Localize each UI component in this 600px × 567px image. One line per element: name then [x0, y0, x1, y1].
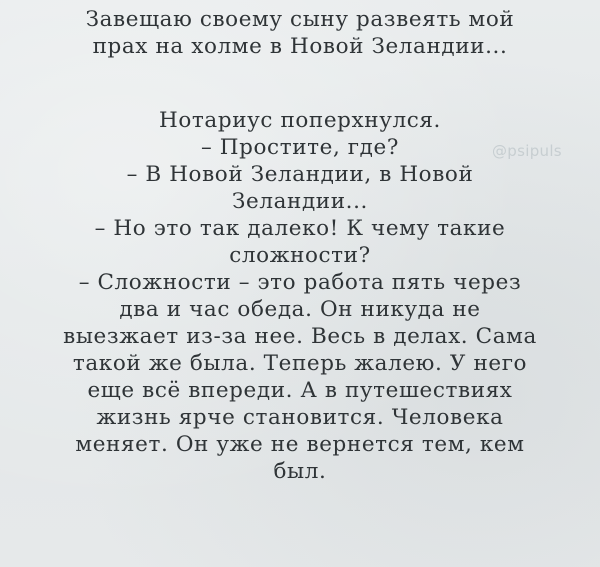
- text-line: жизнь ярче становится. Человека: [96, 405, 504, 430]
- text-line: меняет. Он уже не вернется тем, кем: [75, 432, 525, 457]
- text-line: прах на холме в Новой Зеландии...: [92, 34, 508, 59]
- text-line: – Простите, где?: [201, 135, 399, 160]
- text-line: – В Новой Зеландии, в Новой: [126, 162, 474, 187]
- text-line: был.: [273, 459, 327, 484]
- paragraph-dialogue: [8, 107, 592, 485]
- text-line: – Но это так далеко! К чему такие: [94, 216, 506, 241]
- text-line: сложности?: [229, 243, 371, 268]
- text-line: Завещаю своему сыну развеять мой: [85, 7, 515, 32]
- text-line: Нотариус поперхнулся.: [159, 108, 441, 133]
- text-line: выезжает из-за нее. Весь в делах. Сама: [63, 324, 537, 349]
- watermark: @psipuls: [492, 142, 562, 160]
- text-line: два и час обеда. Он никуда не: [119, 297, 481, 322]
- text-line: еще всё впереди. А в путешествиях: [87, 378, 513, 403]
- text-line: такой же была. Теперь жалею. У него: [72, 351, 528, 376]
- paragraph-will: [8, 6, 592, 60]
- text-line: Зеландии...: [232, 189, 368, 214]
- text-line: – Сложности – это работа пять через: [78, 270, 522, 295]
